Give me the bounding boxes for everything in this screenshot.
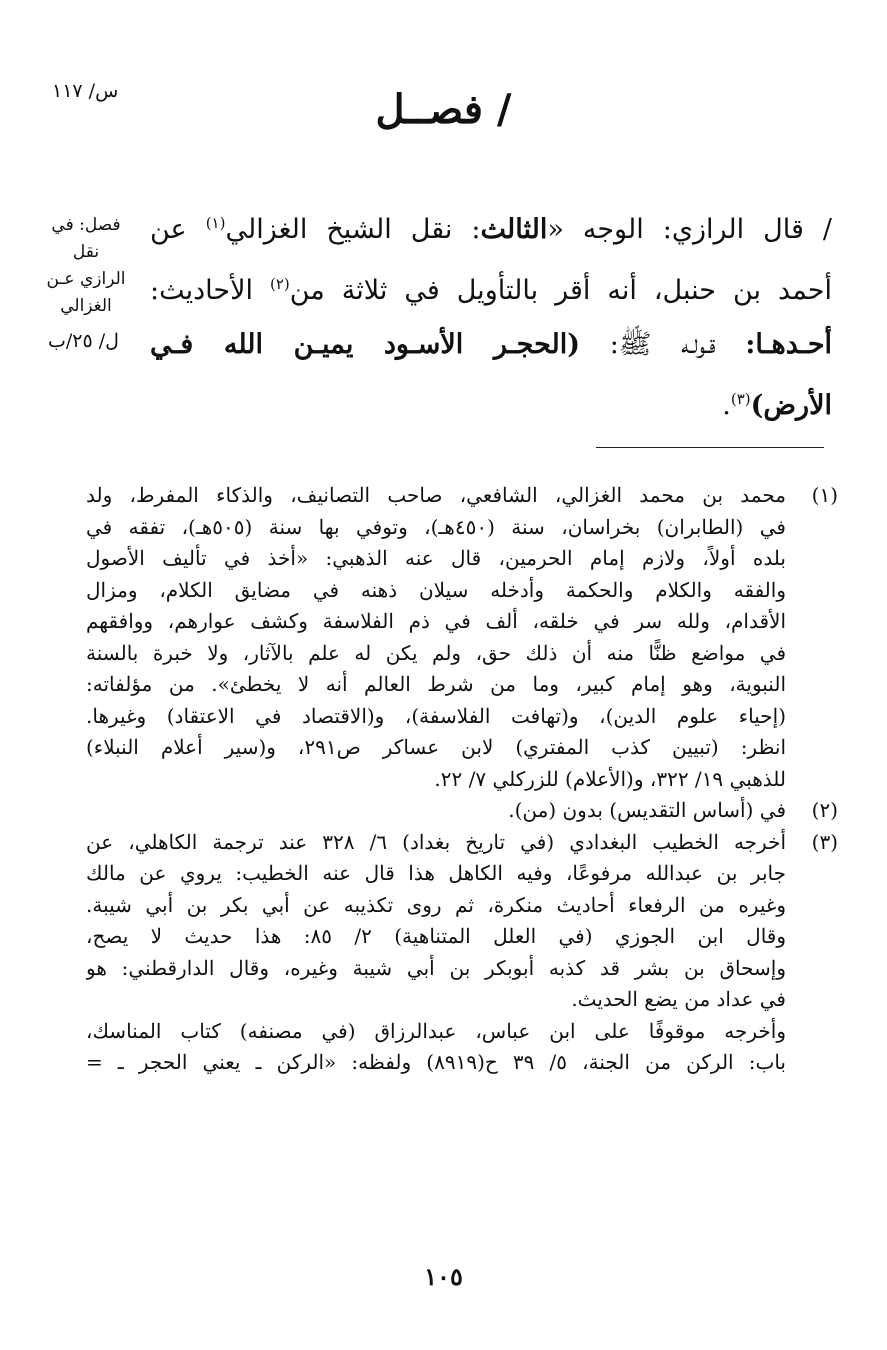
footnote-line: الأقدام، ولله سر في خلقه، ألف في ذم الفلاسفة وكشف عوارهم، ووافقهم bbox=[86, 609, 786, 633]
main-text-segment: / قال الرازي: الوجه « bbox=[547, 214, 832, 245]
hadith-text: (الحجـر الأسـود يميـن الله فـي bbox=[150, 329, 581, 360]
footnote-line: النبوية، وهو إمام كبير، وما من شرط العالم أنه لا يخطئ». من مؤلفاته: bbox=[86, 672, 786, 696]
main-line-4 bbox=[150, 372, 832, 433]
main-text-segment: عن bbox=[150, 214, 206, 245]
main-line-3 bbox=[150, 318, 832, 372]
margin-note bbox=[40, 212, 132, 320]
footnote-body bbox=[86, 795, 786, 827]
main-text-segment: : نقل الشيخ الغزالي bbox=[225, 214, 481, 245]
margin-page-reference: س/ ١١٧ bbox=[52, 80, 119, 102]
main-text bbox=[150, 196, 832, 433]
footnote-line: في (أساس التقديس) بدون (من). bbox=[508, 798, 786, 822]
footnote-line: وإسحاق بن بشر قد كذبه أبوبكر بن أبي شيبة وغيره، وقال الدارقطني: هو bbox=[86, 955, 786, 980]
footnote-marker: (٣) bbox=[730, 390, 751, 408]
footnote-1 bbox=[86, 480, 838, 795]
footnote-line: وغيره من الرفعاء أحاديث منكرة، ثم روى تكذيبه عن أبي بكر بن أبي شيبة. bbox=[86, 892, 786, 917]
footnote-line: (إحياء علوم الدين)، و(تهافت الفلاسفة)، و(الاقتصاد في الاعتقاد) وغيرها. bbox=[86, 703, 786, 728]
footnote-line: انظر: (تبيين كذب المفتري) لابن عساكر ص٢٩١، و(سير أعلام النبلاء) bbox=[86, 735, 786, 759]
footnote-line: في مواضع ظنًّا منه أن ذلك حق، ولم يكن له علم بالآثار، ولا خبرة بالسنة bbox=[86, 640, 786, 665]
main-text-segment: . bbox=[722, 390, 731, 421]
margin-manuscript-reference: ل/ ٢٥/ب bbox=[48, 330, 119, 352]
main-text-segment: الأحاديث: bbox=[150, 275, 270, 306]
main-text-bold: الثالث bbox=[480, 214, 548, 245]
footnote-line: في (الطابران) بخراسان، سنة (٤٥٠هـ)، وتوفي بها سنة (٥٠٥هـ)، تفقه في bbox=[86, 514, 786, 539]
main-line-1 bbox=[150, 196, 832, 257]
main-text-segment: قـولـه ﷺ: bbox=[580, 329, 746, 360]
footnote-3 bbox=[86, 827, 838, 1079]
footnote-line: أخرجه الخطيب البغدادي (في تاريخ بغداد) ٦/ ٣٢٨ عند ترجمة الكاهلي، عن bbox=[86, 829, 786, 854]
footnote-line: والفقه والكلام والحكمة وأدخله سيلان ذهنه في مضايق الكلام، ومزال bbox=[86, 577, 786, 602]
section-title: / فصــل bbox=[375, 86, 512, 133]
footnote-number: (٣) bbox=[811, 829, 838, 854]
hadith-text: الأرض) bbox=[750, 390, 832, 421]
margin-note-line: فصل: في نقل bbox=[51, 215, 121, 262]
main-line-2 bbox=[150, 257, 832, 318]
main-text-segment: أحمد بن حنبل، أنه أقر بالتأويل في ثلاثة من bbox=[289, 275, 833, 306]
footnote-line: وأخرجه موقوفًا على ابن عباس، عبدالرزاق (في مصنفه) كتاب المناسك، bbox=[86, 1018, 786, 1043]
footnote-body bbox=[86, 827, 786, 1079]
footnote-marker: (١) bbox=[205, 214, 226, 232]
footnote-number: (١) bbox=[811, 483, 838, 507]
footnote-line: للذهبي ١٩/ ٣٢٢، و(الأعلام) للزركلي ٧/ ٢٢. bbox=[434, 766, 786, 791]
footnote-line: جابر بن عبدالله مرفوعًا، وفيه الكاهل هذا قال عنه الخطيب: يروي عن مالك bbox=[86, 861, 786, 885]
footnote-line: محمد بن محمد الغزالي، الشافعي، صاحب التصانيف، والذكاء المفرط، ولد bbox=[86, 483, 786, 507]
main-text-bold: أحـدهـا: bbox=[745, 329, 833, 360]
footnote-line: بلده أولاً، ولازم إمام الحرمين، قال عنه الذهبي: «أخذ في تأليف الأصول bbox=[86, 546, 786, 570]
footnote-line: باب: الركن من الجنة، ٥/ ٣٩ ح(٨٩١٩) ولفظه: «الركن ـ يعني الحجر ـ = bbox=[86, 1050, 786, 1074]
footnote-line: وقال ابن الجوزي (في العلل المتناهية) ٢/ ٨٥: هذا حديث لا يصح، bbox=[86, 924, 786, 948]
footnote-2 bbox=[86, 795, 838, 827]
footnotes bbox=[86, 480, 838, 1079]
footnote-marker: (٢) bbox=[269, 275, 290, 293]
page-number: ١٠٥ bbox=[424, 1262, 463, 1291]
footnote-separator bbox=[596, 447, 824, 448]
footnote-number: (٢) bbox=[811, 798, 838, 822]
margin-note-line: الرازي عـن bbox=[46, 269, 126, 289]
footnote-line: في عداد من يضع الحديث. bbox=[571, 987, 786, 1011]
margin-note-line: الغزالي bbox=[60, 296, 112, 316]
footnote-body bbox=[86, 480, 786, 795]
